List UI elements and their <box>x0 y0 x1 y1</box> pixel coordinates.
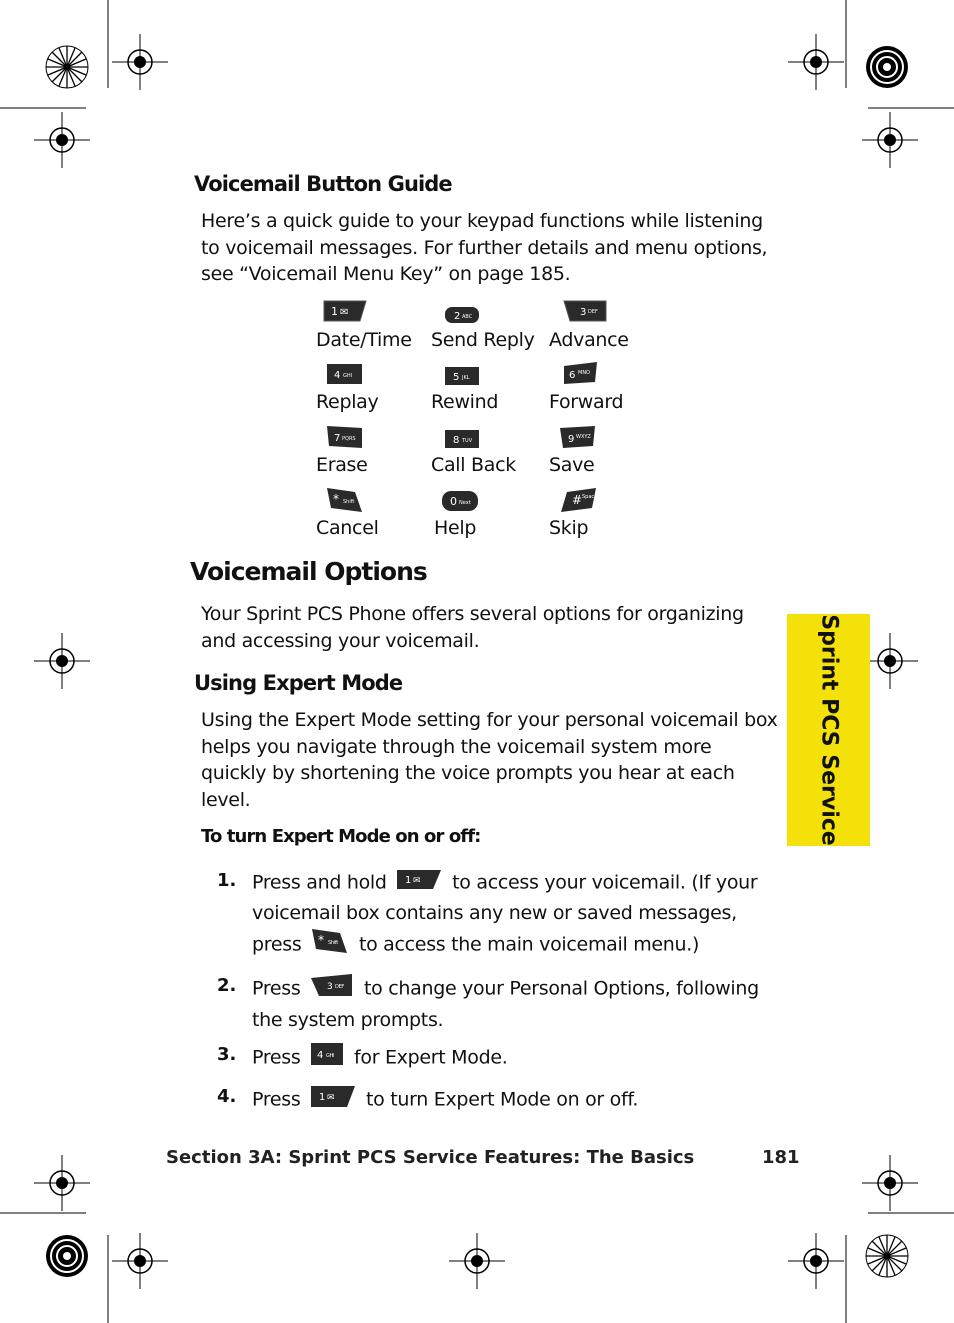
svg-text:8: 8 <box>453 435 460 446</box>
key-label-replay: Replay <box>316 391 379 413</box>
step-3 <box>252 1041 772 1075</box>
svg-text:7: 7 <box>334 433 341 444</box>
key-label-call-back: Call Back <box>431 454 516 476</box>
svg-text:WXYZ: WXYZ <box>576 434 591 440</box>
button-guide-intro: Here’s a quick guide to your keypad functions while listening to voicemail messages. For further details and menu options, see “Voicemail Menu Key” on page 185. <box>201 210 768 286</box>
svg-text:*: * <box>318 933 324 947</box>
step-3-text-b: for Expert Mode. <box>354 1046 508 1069</box>
expert-mode-intro: Using the Expert Mode setting for your personal voicemail box helps you navigate through the voicemail system more quickly by shortening the voice prompts you hear at each level. <box>201 709 778 811</box>
step-number-2: 2. <box>217 975 237 996</box>
svg-text:Next: Next <box>459 500 471 506</box>
footer-section: Section 3A: Sprint PCS Service Features: The Basics <box>166 1147 695 1168</box>
key-label-forward: Forward <box>549 391 624 413</box>
svg-text:9: 9 <box>568 434 575 445</box>
svg-text:Space: Space <box>582 494 598 500</box>
key-label-send-reply: Send Reply <box>431 329 535 351</box>
svg-text:5: 5 <box>453 372 460 383</box>
key-6-icon <box>561 360 601 386</box>
step-2 <box>252 972 772 1034</box>
svg-text:#: # <box>572 493 583 507</box>
key-3-icon <box>309 972 355 1006</box>
step-number-4: 4. <box>217 1086 237 1107</box>
key-label-rewind: Rewind <box>431 391 499 413</box>
svg-text:MNO: MNO <box>578 370 590 376</box>
step-1-text-a: Press and hold <box>252 871 387 894</box>
key-4-icon <box>309 1041 345 1075</box>
key-label-date-time: Date/Time <box>316 329 412 351</box>
step-2-text-b: to change your Personal Options, following the system prompts. <box>252 977 759 1031</box>
page-number: 181 <box>762 1147 800 1168</box>
step-1-text-d: to access the main voicemail menu.) <box>358 933 700 956</box>
section-title-expert-mode: Using Expert Mode <box>194 671 403 695</box>
side-tab-label: Sprint PCS Service <box>816 614 841 846</box>
svg-text:✉: ✉ <box>327 1093 335 1103</box>
key-label-advance: Advance <box>549 329 629 351</box>
expert-mode-subhead: To turn Expert Mode on or off: <box>201 826 481 847</box>
key-label-skip: Skip <box>549 517 589 539</box>
key-label-save: Save <box>549 454 595 476</box>
svg-text:1: 1 <box>319 1092 326 1103</box>
key-5-icon <box>443 365 481 387</box>
svg-text:1: 1 <box>405 875 412 886</box>
key-pound-icon <box>558 486 598 514</box>
section-title-voicemail-options: Voicemail Options <box>190 557 427 586</box>
svg-text:PQRS: PQRS <box>342 436 356 442</box>
step-1-text-c: press <box>252 933 302 956</box>
key-label-cancel: Cancel <box>316 517 379 539</box>
svg-text:✉: ✉ <box>413 876 421 886</box>
svg-text:GHI: GHI <box>326 1053 335 1059</box>
key-1-icon <box>309 1083 357 1117</box>
svg-text:DEF: DEF <box>335 984 345 990</box>
side-tab <box>787 614 870 846</box>
key-1-icon <box>395 867 443 899</box>
step-number-3: 3. <box>217 1044 237 1065</box>
svg-text:3: 3 <box>327 982 333 992</box>
svg-text:JKL: JKL <box>462 375 470 381</box>
key-label-erase: Erase <box>316 454 368 476</box>
svg-text:TUV: TUV <box>462 438 473 444</box>
step-number-1: 1. <box>217 870 237 891</box>
step-4 <box>252 1083 772 1117</box>
step-3-text-a: Press <box>252 1046 301 1069</box>
svg-text:ABC: ABC <box>462 314 473 320</box>
svg-text:4: 4 <box>317 1050 324 1061</box>
svg-text:4: 4 <box>334 370 341 381</box>
key-2-icon <box>443 305 481 325</box>
section-title-button-guide: Voicemail Button Guide <box>194 172 452 196</box>
key-label-help: Help <box>434 517 477 539</box>
step-4-text-a: Press <box>252 1088 301 1111</box>
key-8-icon <box>443 428 481 450</box>
key-star-icon <box>325 486 365 514</box>
svg-text:GHI: GHI <box>343 373 353 379</box>
key-1-icon <box>321 298 369 324</box>
key-3-icon <box>561 298 609 324</box>
key-0-icon <box>440 489 480 513</box>
svg-text:Shift: Shift <box>343 499 355 505</box>
svg-text:3: 3 <box>580 307 587 318</box>
svg-text:6: 6 <box>569 370 576 381</box>
svg-text:✉: ✉ <box>340 307 349 318</box>
svg-text:DEF: DEF <box>588 309 598 315</box>
voicemail-options-intro: Your Sprint PCS Phone offers several options for organizing and accessing your voicemail. <box>201 603 744 652</box>
svg-text:2: 2 <box>454 311 461 322</box>
svg-text:1: 1 <box>331 305 338 318</box>
key-7-icon <box>325 424 365 450</box>
key-9-icon <box>558 424 598 450</box>
step-1-text-b: to access your voicemail. (If your voicemail box contains any new or saved messages, <box>252 871 758 924</box>
step-1 <box>252 867 772 963</box>
svg-text:Shift: Shift <box>328 940 339 946</box>
step-2-text-a: Press <box>252 977 301 1000</box>
step-4-text-b: to turn Expert Mode on or off. <box>366 1088 639 1111</box>
key-4-icon <box>325 362 365 386</box>
key-star-icon <box>310 927 350 963</box>
svg-text:*: * <box>333 492 339 506</box>
svg-text:0: 0 <box>450 495 457 508</box>
